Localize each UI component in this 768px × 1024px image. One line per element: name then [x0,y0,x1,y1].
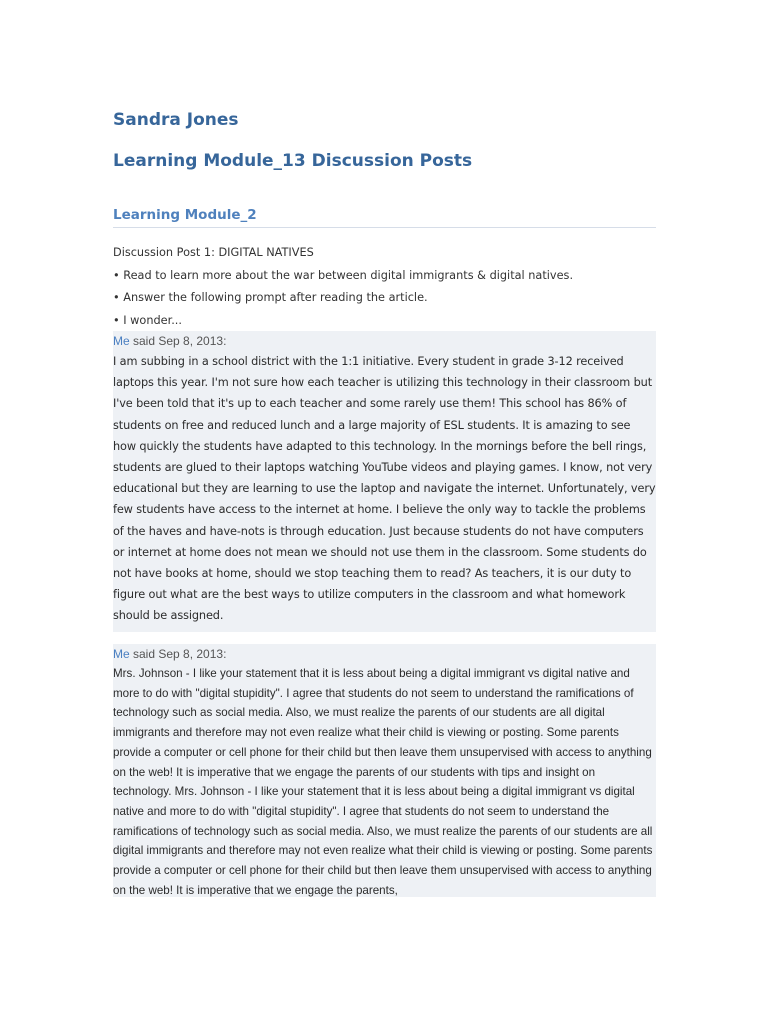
document-title: Learning Module_13 Discussion Posts [113,151,473,171]
post-body: Mrs. Johnson - I like your statement that it is less about being a digital immigrant vs digital native and more to do with "digital stupidity". I agree that students do not seem to understand the ramifications of technology such as social media. Also, we must realize the parents of our students are all digital immigrants and therefore may not even realize what their child is viewing or posting. Some parents provide a computer or cell phone for their child but then leave them unsupervised with access to anything on the web! It is imperative that we engage the parents of our students with tips and insight on technology. Mrs. Johnson - I like your statement that it is less about being a digital immigrant vs digital native and more to do with "digital stupidity". I agree that students do not seem to understand the ramifications of technology such as social media. Also, we must realize the parents of our students are all digital immigrants and therefore may not even realize what their child is viewing or posting. Some parents provide a computer or cell phone for their child but then leave them unsupervised with access to anything on the web! It is imperative that we engage the parents, [113,667,653,897]
discussion-post [113,331,656,632]
prompt-bullet-read: • Read to learn more about the war between digital immigrants & digital natives. [113,268,574,282]
post-author-link[interactable]: Me [113,334,130,348]
module-heading: Learning Module_2 [113,207,656,228]
post-meta [113,644,656,664]
post-body: I am subbing in a school district with the 1:1 initiative. Every student in grade 3-12 received laptops this year. I'm not sure how each teacher is utilizing this technology in their classroom but I've been told that it's up to each teacher and some rarely use them! This school has 86% of students on free and reduced lunch and a large majority of ESL students. It is amazing to see how quickly the students have adapted to this technology. In the mornings before the bell rings, students are glued to their laptops watching YouTube videos and playing games. I know, not very educational but they are learning to use the laptop and navigate the internet. Unfortunately, very few students have access to the internet at home. I believe the only way to tackle the problems of the haves and have-nots is through education. Just because students do not have computers or internet at home does not mean we should not use them in the classroom. Some students do not have books at home, should we stop teaching them to read? As teachers, it is our duty to figure out what are the best ways to utilize computers in the classroom and what homework should be assigned. [113,355,656,623]
discussion-post [113,644,656,897]
prompt-title: Discussion Post 1: DIGITAL NATIVES [113,246,314,259]
prompt-bullet-wonder: • I wonder... [113,314,182,328]
post-author-link[interactable]: Me [113,647,130,661]
post-date: said Sep 8, 2013: [129,334,227,348]
author-name: Sandra Jones [113,110,239,130]
prompt-bullet-answer: • Answer the following prompt after reading the article. [113,291,428,305]
post-meta [113,331,656,351]
discussion-prompt [113,244,656,335]
post-date: said Sep 8, 2013: [129,647,227,661]
